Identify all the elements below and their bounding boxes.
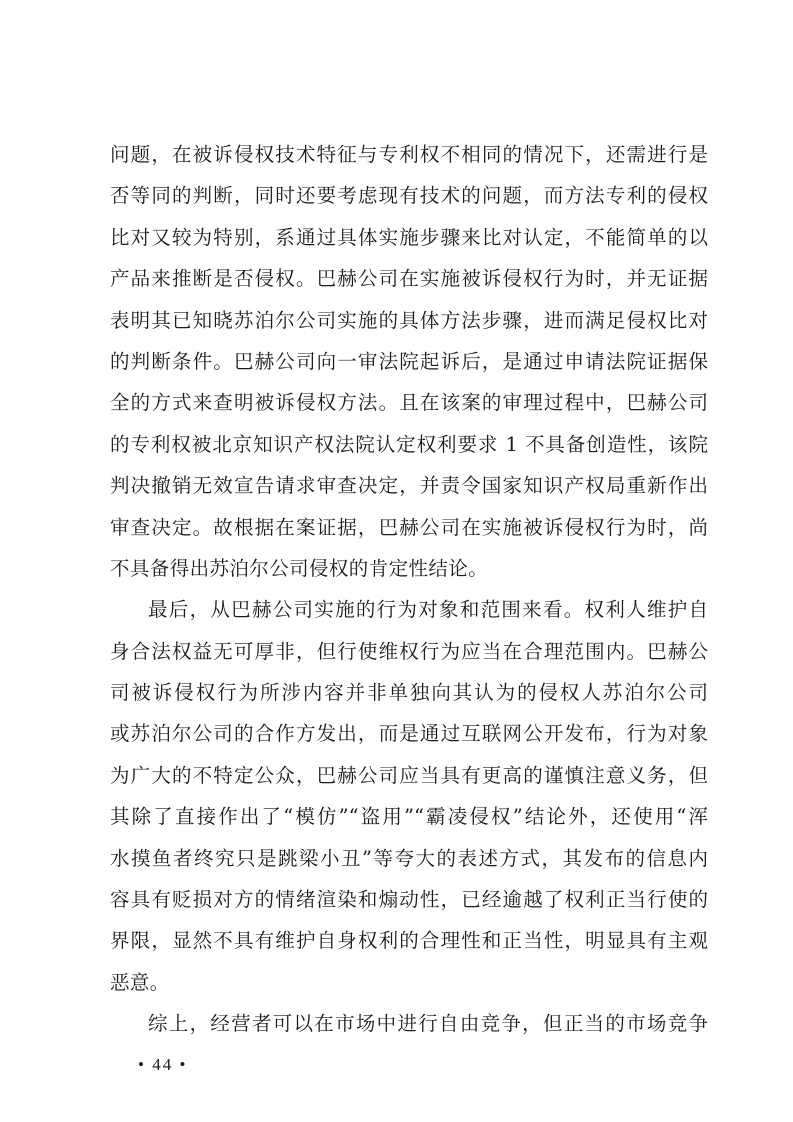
document-body xyxy=(110,134,708,1045)
text-line: 产品来推断是否侵权。巴赫公司在实施被诉侵权行为时，并无证据 xyxy=(110,267,708,291)
paragraph-start-line: 最后，从巴赫公司实施的行为对象和范围来看。权利人维护自 xyxy=(148,598,708,622)
text-line: 身合法权益无可厚非，但行使维权行为应当在合理范围内。巴赫公 xyxy=(110,639,708,663)
text-line: 司被诉侵权行为所涉内容并非单独向其认为的侵权人苏泊尔公司 xyxy=(110,681,708,705)
text-line: 水摸鱼者终究只是跳梁小丑”等夸大的表述方式，其发布的信息内 xyxy=(110,846,708,870)
text-line: 恶意。 xyxy=(110,970,170,994)
text-line: 表明其已知晓苏泊尔公司实施的具体方法步骤，进而满足侵权比对 xyxy=(110,308,708,332)
text-line: 为广大的不特定公众，巴赫公司应当具有更高的谨慎注意义务，但 xyxy=(110,763,708,787)
text-line: 的判断条件。巴赫公司向一审法院起诉后，是通过申请法院证据保 xyxy=(110,349,708,373)
text-line: 其除了直接作出了“模仿”“盗用”“霸凌侵权”结论外，还使用“浑 xyxy=(110,805,708,829)
text-line: 容具有贬损对方的情绪渲染和煽动性，已经逾越了权利正当行使的 xyxy=(110,888,708,912)
text-line: 问题，在被诉侵权技术特征与专利权不相同的情况下，还需进行是 xyxy=(110,143,708,166)
text-line: 或苏泊尔公司的合作方发出，而是通过互联网公开发布，行为对象 xyxy=(110,722,708,746)
text-line: 界限，显然不具有维护自身权利的合理性和正当性，明显具有主观 xyxy=(110,929,708,953)
text-line: 否等同的判断，同时还要考虑现有技术的问题，而方法专利的侵权 xyxy=(110,184,708,208)
text-line: 比对又较为特别，系通过具体实施步骤来比对认定，不能简单的以 xyxy=(110,225,708,249)
page-number: • 44 • xyxy=(138,1055,188,1074)
text-line: 全的方式来查明被诉侵权方法。且在该案的审理过程中，巴赫公司 xyxy=(110,391,708,415)
text-line: 判决撤销无效宣告请求审查决定，并责令国家知识产权局重新作出 xyxy=(110,474,708,498)
text-line: 的专利权被北京知识产权法院认定权利要求 1 不具备创造性，该院 xyxy=(110,432,708,456)
text-line: 不具备得出苏泊尔公司侵权的肯定性结论。 xyxy=(110,556,489,580)
text-line: 审查决定。故根据在案证据，巴赫公司在实施被诉侵权行为时，尚 xyxy=(110,515,708,539)
paragraph-start-line: 综上，经营者可以在市场中进行自由竞争，但正当的市场竞争 xyxy=(148,1012,708,1036)
